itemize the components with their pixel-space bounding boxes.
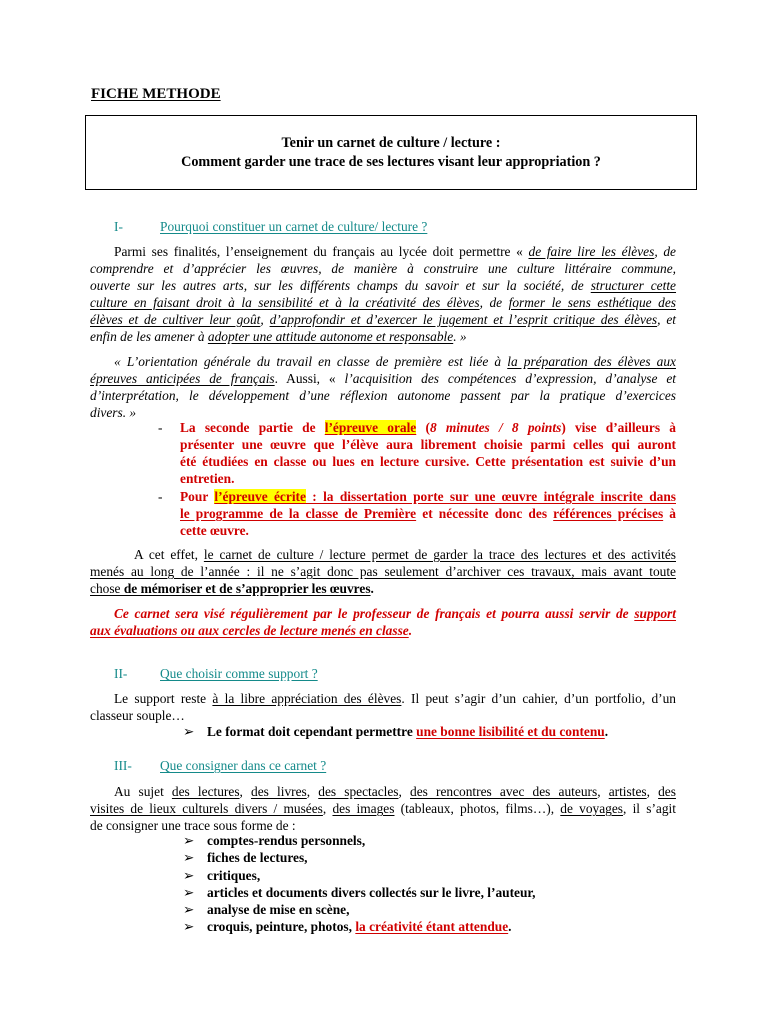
text-run: support	[634, 606, 676, 621]
text-run: articles et documents divers collectés sur le livre, l’auteur,	[207, 884, 536, 900]
text-run: de mémoriser et de s’approprier les œuvres	[120, 581, 371, 596]
text-run: Au sujet	[114, 784, 172, 799]
text-run: former le sens esthétique des	[508, 295, 676, 310]
document-title: FICHE METHODE	[91, 86, 221, 102]
list-item	[183, 832, 536, 849]
format-list	[183, 723, 608, 740]
text-run: Ce carnet sera visé régulièrement par le professeur de français et pourra aussi servir de	[114, 606, 635, 621]
text-run: La seconde partie de	[180, 420, 325, 435]
text-run: .	[604, 724, 609, 739]
arrow-bullet-icon: ➢	[183, 919, 195, 935]
text-run: Le support reste	[114, 691, 213, 706]
list-item	[183, 849, 536, 866]
section-number: I-	[114, 219, 123, 234]
text-run: culture en faisant droit à la sensibilité et à la créativité des élèves	[90, 295, 480, 310]
text-run: Pour	[180, 489, 215, 504]
section-heading-3	[114, 757, 326, 774]
text-run: et nécessite donc des	[416, 506, 554, 521]
text-run: la créativité étant attendue	[355, 919, 509, 935]
text-run: chose	[90, 581, 121, 596]
text-run: , et	[657, 312, 676, 327]
text-run: des rencontres avec des auteurs	[410, 784, 598, 799]
text-run: de consigner une trace sous forme de :	[90, 818, 296, 833]
dash-item-ecrit	[158, 488, 676, 539]
text-run: ,	[306, 784, 319, 799]
text-run: épreuves anticipées de français	[90, 371, 275, 386]
text-run: une bonne lisibilité et du contenu	[416, 724, 605, 739]
text-run: . Aussi, «	[274, 371, 345, 386]
text-run: comprendre et d’apprécier les œuvres, de manière à construire une culture littéraire commune,	[90, 261, 676, 276]
arrow-bullet-icon: ➢	[183, 884, 195, 900]
list-item	[183, 901, 536, 918]
text-run: , il s’agit	[623, 801, 676, 816]
text-run: des lectures	[171, 784, 240, 799]
paragraph-consigner	[90, 783, 676, 834]
trace-list	[183, 832, 536, 936]
text-run: (tableaux, photos, films…),	[394, 801, 561, 816]
text-run: la préparation des élèves aux	[507, 354, 676, 369]
text-run: le carnet de culture / lecture permet de garder la trace des lectures et des activités	[203, 547, 676, 562]
text-run: ) vise d’ailleurs à	[561, 420, 676, 435]
list-item	[183, 884, 536, 901]
paragraph-carnet-vise	[90, 605, 676, 639]
text-run: des spectacles	[318, 784, 399, 799]
dash-item-oral	[158, 419, 676, 487]
text-run: de faire lire les élèves	[528, 244, 655, 259]
title-box-line-1: Tenir un carnet de culture / lecture :	[281, 135, 501, 151]
dash-bullet: -	[158, 489, 163, 504]
text-run: comptes-rendus personnels,	[207, 833, 366, 848]
text-run: élèves et de cultiver leur goût	[90, 312, 261, 327]
text-run: cette œuvre.	[180, 523, 249, 538]
text-run: été étudiées en classe ou lues en lecture cursive. Cette présentation est suivie d’un	[180, 454, 676, 469]
title-box	[85, 115, 697, 190]
text-run: à la libre appréciation des élèves	[212, 691, 402, 706]
dash-bullet: -	[158, 420, 163, 435]
text-run: : la dissertation porte sur une œuvre intégrale inscrite dans	[305, 489, 676, 504]
text-run: classeur souple…	[90, 708, 185, 723]
text-run: ,	[646, 784, 659, 799]
list-item	[183, 918, 536, 935]
arrow-bullet-icon: ➢	[183, 850, 195, 866]
text-run: ,	[398, 784, 410, 799]
text-run: .	[508, 919, 512, 935]
text-run: références précises	[553, 506, 664, 521]
text-run: présenter une œuvre que l’élève aura librement choisie parmi celles qui auront	[180, 437, 676, 452]
section-title: Pourquoi constituer un carnet de culture/ lecture ?	[160, 219, 428, 234]
text-run: 8 minutes / 8 points	[429, 420, 562, 435]
text-run: de voyages	[560, 801, 624, 816]
highlighted-text: l’épreuve orale	[324, 420, 417, 435]
text-run: entretien.	[180, 471, 235, 486]
text-run: des	[658, 784, 676, 799]
text-run: A cet effet,	[134, 547, 204, 562]
text-run: . Il peut s’agir d’un cahier, d’un portfolio, d’un	[401, 691, 676, 706]
title-box-line-2: Comment garder une trace de ses lectures visant leur appropriation ?	[181, 154, 601, 170]
paragraph-support	[90, 690, 676, 724]
text-run: , de	[479, 295, 509, 310]
text-run: ,	[597, 784, 609, 799]
arrow-bullet-icon: ➢	[183, 902, 195, 918]
section-heading-2	[114, 665, 318, 682]
text-run: ouverte sur les autres arts, sur les différents champs du savoir et sur la société, de	[90, 278, 591, 293]
section-heading-1	[114, 218, 427, 235]
text-run: Le format doit cependant permettre	[207, 724, 417, 739]
dash-list	[158, 419, 676, 540]
text-run: menés au long de l’année : il ne s’agit donc pas seulement d’archiver ces travaux, mais avant toute	[90, 564, 676, 579]
text-run: (	[416, 420, 430, 435]
text-run: , de	[654, 244, 676, 259]
text-run: des livres	[251, 784, 307, 799]
text-run: croquis, peinture, photos,	[207, 919, 356, 935]
text-run: d’interprétation, le développement d’une réflexion autonome passent par la pratique d’exercices	[90, 388, 676, 403]
text-run: d’approfondir et d’exercer le jugement et l’esprit critique des élèves	[269, 312, 658, 327]
text-run: divers. »	[90, 405, 137, 420]
text-run: adopter une attitude autonome et responsable	[207, 329, 454, 344]
text-run: visites de lieux culturels divers / musées	[90, 801, 323, 816]
text-run: critiques,	[207, 867, 261, 883]
arrow-bullet-icon: ➢	[183, 724, 195, 739]
text-run: analyse de mise en scène,	[207, 902, 350, 918]
text-run: Parmi ses finalités, l’enseignement du français au lycée doit permettre «	[114, 244, 529, 259]
text-run: enfin de les amener à	[90, 329, 208, 344]
text-run: structurer cette	[590, 278, 677, 293]
text-run: « L’orientation générale du travail en classe de première est liée à	[114, 354, 508, 369]
text-run: l’acquisition des compétences d’expression, d’analyse et	[344, 371, 677, 386]
text-run: .	[408, 623, 413, 638]
section-number: II-	[114, 666, 128, 681]
arrow-bullet-icon: ➢	[183, 867, 195, 883]
text-run: . »	[453, 329, 467, 344]
paragraph-finalites	[90, 243, 676, 345]
highlighted-text: l’épreuve écrite	[214, 489, 306, 504]
arrow-bullet-icon: ➢	[183, 833, 195, 848]
text-run: .	[370, 581, 374, 596]
paragraph-orientation	[90, 353, 676, 421]
text-run: des images	[332, 801, 395, 816]
section-title: Que choisir comme support ?	[160, 666, 318, 681]
paragraph-effet	[90, 546, 676, 597]
section-title: Que consigner dans ce carnet ?	[160, 758, 327, 773]
text-run: ,	[260, 312, 270, 327]
text-run: ,	[239, 784, 252, 799]
section-number: III-	[114, 758, 132, 773]
text-run: artistes	[608, 784, 647, 799]
text-run: le programme de la classe de Première	[180, 506, 417, 521]
format-item	[183, 723, 608, 740]
text-run: aux évaluations ou aux cercles de lecture menés en classe	[90, 623, 409, 638]
list-item	[183, 867, 536, 884]
text-run: à	[663, 506, 676, 521]
text-run: ,	[322, 801, 333, 816]
text-run: fiches de lectures,	[207, 850, 308, 866]
